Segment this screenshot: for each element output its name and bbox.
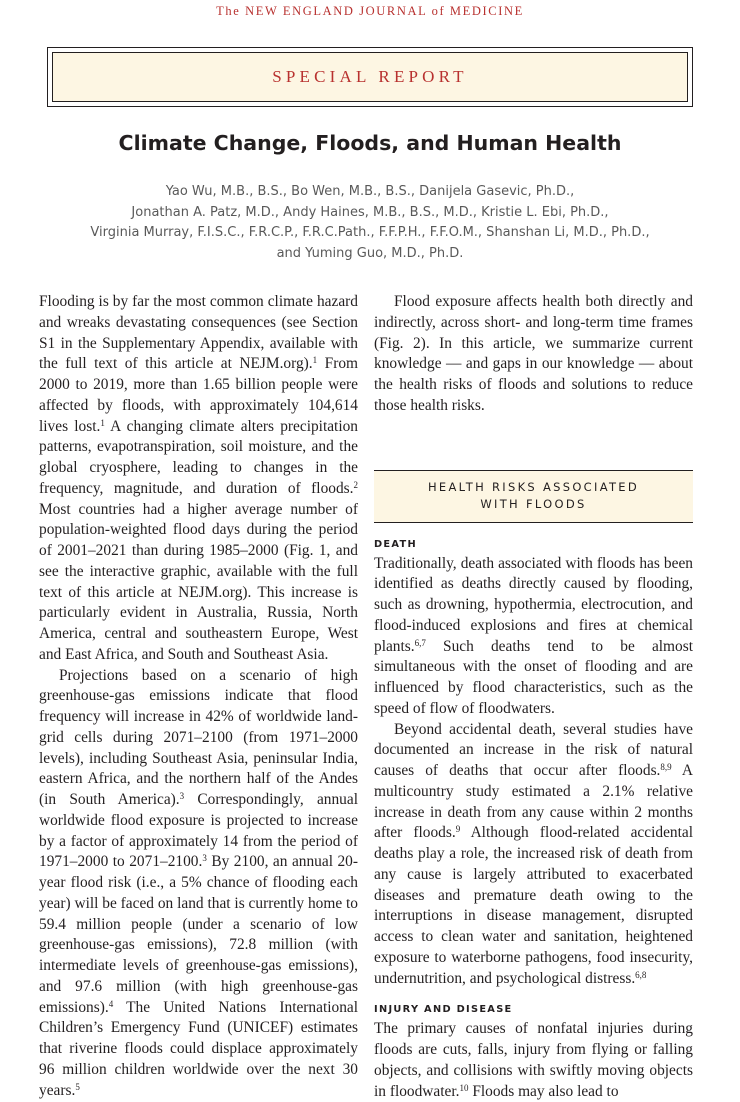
citation-reference: 10 [459, 1082, 469, 1093]
author-line: and Yuming Guo, M.D., Ph.D. [276, 245, 464, 261]
citation-reference: 9 [455, 824, 461, 835]
body-paragraph [39, 666, 358, 1102]
citation-reference: 1 [312, 355, 318, 366]
section-heading-box [374, 470, 693, 523]
running-head: The NEW ENGLAND JOURNAL of MEDICINE [216, 4, 524, 18]
subheading-injury-and-disease: INJURY AND DISEASE [374, 1004, 513, 1016]
banner-inner-frame [52, 52, 688, 102]
author-line: Yao Wu, M.B., B.S., Bo Wen, M.B., B.S., Danijela Gasevic, Ph.D., [165, 184, 575, 199]
citation-reference: 4 [108, 998, 114, 1009]
citation-reference: 1 [100, 417, 105, 428]
text-run: Most countries had a higher average number of population-weighted flood days during the period of 2001–2021 than during 1985–2000 (Fig. 1, and see the interactive graphic, available with the full text of this article at NEJM.org). This increase is particularly evident in Australia, Russia, North America, central and southeastern Europe, West and East Africa, and South and Southeast Asia. [39, 500, 358, 663]
citation-reference: 6,8 [635, 969, 647, 980]
subheading-death: DEATH [374, 538, 418, 550]
body-paragraph [374, 1019, 693, 1102]
text-run: A changing climate alters precipitation patterns, evapotranspiration, soil moisture, and the global cryosphere, leading to changes in the frequency, magnitude, and duration of floods. [39, 417, 358, 497]
text-run: The primary causes of nonfatal injuries during floods are cuts, falls, injury from flying or falling objects, and collisions with swiftly moving objects in floodwater. [374, 1020, 693, 1100]
citation-reference: 8,9 [660, 762, 672, 772]
body-paragraph [374, 554, 693, 720]
text-run: Flooding is by far the most common climate hazard and wreaks devastating consequences (see Section S1 in the Supplementary Appendix, available with the full text of this article at NEJM.org). [39, 293, 358, 373]
author-line: Virginia Murray, F.I.S.C., F.R.C.P., F.R.C.Path., F.F.P.H., F.F.O.M., Shanshan Li, M.D., Ph.D., [90, 225, 650, 240]
article-type-banner [47, 47, 693, 107]
text-run: Projections based on a scenario of high greenhouse-gas emissions indicate that flood frequency will increase in 42% of worldwide land-grid cells during 2071–2100 (from 1971–2000 levels), including Southeast Asia, peninsular India, eastern Africa, and the northern half of the Andes (in South America). [39, 666, 358, 808]
right-column [374, 292, 693, 1102]
text-run: By 2100, an annual 20-year flood risk (i.e., a 5% chance of flooding each year) will be faced on land that is currently home to 59.4 million people (under a scenario of low greenhouse-gas emissions), 72.8 million (with intermediate levels of greenhouse-gas emissions), and 97.6 million (with high greenhouse-gas emissions). [39, 853, 358, 1016]
citation-reference: 3 [202, 853, 207, 864]
body-paragraph [374, 292, 693, 417]
citation-reference: 2 [353, 479, 358, 490]
author-list [40, 182, 700, 264]
text-run: Correspondingly, annual worldwide flood exposure is projected to increase by a factor of approximately 14 from the period of 1971–2000 to 2071–2100. [39, 791, 358, 871]
article-type-label: SPECIAL REPORT [272, 67, 468, 86]
citation-reference: 3 [179, 791, 185, 801]
citation-reference: 6,7 [414, 637, 426, 648]
text-run: Although flood-related accidental deaths play a role, the increased risk of death from any cause is largely attributed to exacerbated diseases and premature death owing to the interruptions in disease management, disrupted access to clean water and sanitation, heightened exposure to waterborne pathogens, food insecurity, undernutrition, and psychological distress. [374, 824, 693, 987]
text-run: A multicountry study estimated a 2.1% relative increase in death from any cause within 2 months after floods. [374, 762, 693, 842]
citation-reference: 5 [75, 1081, 80, 1092]
article-title: Climate Change, Floods, and Human Health [118, 131, 622, 155]
text-run: Beyond accidental death, several studies have documented an increase in the risk of natural causes of deaths that occur after floods. [374, 720, 693, 779]
text-run: Floods may also lead to [468, 1082, 619, 1100]
text-run: Flood exposure affects health both directly and indirectly, across short- and long-term time frames (Fig. 2). In this article, we summarize current knowledge — and gaps in our knowledge — about the health risks of floods and solutions to reduce those health risks. [374, 293, 693, 414]
body-paragraph [39, 292, 358, 666]
text-run: From 2000 to 2019, more than 1.65 billion people were affected by floods, with approximately 104,614 lives lost. [39, 355, 358, 435]
text-run: Such deaths tend to be almost simultaneous with the onset of flooding and are influenced by flood characteristics, such as the speed of flow of floodwaters. [374, 637, 693, 717]
text-run: The United Nations International Children’s Emergency Fund (UNICEF) estimates that riverine floods could displace approximately 96 million children worldwide over the next 30 years. [39, 998, 358, 1099]
text-run: Traditionally, death associated with floods has been identified as deaths directly caused by flooding, such as drowning, hypothermia, electrocution, and flood-induced explosions and fires at chemical plants. [374, 554, 693, 655]
left-column [39, 292, 358, 1101]
section-heading: HEALTH RISKS ASSOCIATED WITH FLOODS [427, 479, 640, 511]
body-paragraph [374, 720, 693, 990]
author-line: Jonathan A. Patz, M.D., Andy Haines, M.B., B.S., M.D., Kristie L. Ebi, Ph.D., [131, 204, 609, 220]
